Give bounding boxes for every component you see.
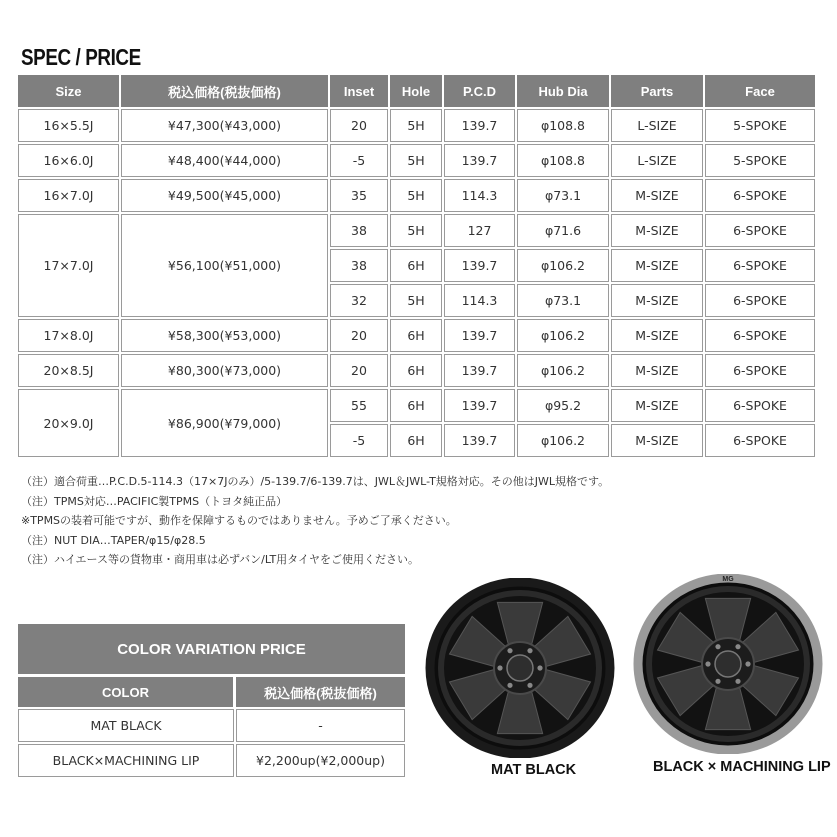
hole-cell: 6H <box>390 389 442 422</box>
hub-dia-cell: φ106.2 <box>517 424 609 457</box>
hole-cell: 6H <box>390 424 442 457</box>
price-cell: ¥86,900(¥79,000) <box>121 389 328 457</box>
parts-cell: L-SIZE <box>611 109 703 142</box>
hub-dia-header: Hub Dia <box>517 75 609 107</box>
hole-cell: 5H <box>390 214 442 247</box>
parts-cell: M-SIZE <box>611 319 703 352</box>
pcd-cell: 114.3 <box>444 179 515 212</box>
face-header: Face <box>705 75 815 107</box>
notes <box>21 472 609 570</box>
note-line: （注）TPMS対応…PACIFIC製TPMS（トヨタ純正品） <box>21 494 288 508</box>
parts-cell: M-SIZE <box>611 354 703 387</box>
parts-cell: M-SIZE <box>611 389 703 422</box>
pcd-cell: 139.7 <box>444 144 515 177</box>
inset-cell: 20 <box>330 319 388 352</box>
hub-dia-cell: φ108.8 <box>517 144 609 177</box>
size-cell: 17×7.0J <box>18 214 119 317</box>
size-cell: 20×8.5J <box>18 354 119 387</box>
wheel-machining-lip-image <box>628 574 828 754</box>
note-line: （注）NUT DIA…TAPER/φ15/φ28.5 <box>21 533 206 547</box>
parts-cell: M-SIZE <box>611 249 703 282</box>
color-price-cell: - <box>236 709 405 742</box>
hole-header: Hole <box>390 75 442 107</box>
hub-dia-cell: φ73.1 <box>517 284 609 317</box>
inset-cell: 20 <box>330 109 388 142</box>
inset-cell: 32 <box>330 284 388 317</box>
price-header: 税込価格(税抜価格) <box>121 75 328 107</box>
hub-dia-cell: φ106.2 <box>517 319 609 352</box>
face-cell: 5-SPOKE <box>705 109 815 142</box>
face-cell: 6-SPOKE <box>705 354 815 387</box>
hole-cell: 5H <box>390 109 442 142</box>
color-price-header: 税込価格(税抜価格) <box>236 677 405 707</box>
pcd-cell: 139.7 <box>444 354 515 387</box>
size-cell: 16×5.5J <box>18 109 119 142</box>
hub-dia-cell: φ108.8 <box>517 109 609 142</box>
pcd-cell: 139.7 <box>444 389 515 422</box>
parts-cell: L-SIZE <box>611 144 703 177</box>
pcd-cell: 139.7 <box>444 424 515 457</box>
price-cell: ¥56,100(¥51,000) <box>121 214 328 317</box>
color-price-cell: ¥2,200up(¥2,000up) <box>236 744 405 777</box>
size-cell: 17×8.0J <box>18 319 119 352</box>
pcd-header: P.C.D <box>444 75 515 107</box>
hole-cell: 6H <box>390 319 442 352</box>
wheel-mat-black-label: MAT BLACK <box>491 762 577 778</box>
hole-cell: 6H <box>390 354 442 387</box>
pcd-cell: 139.7 <box>444 109 515 142</box>
price-cell: ¥47,300(¥43,000) <box>121 109 328 142</box>
note-line: ※TPMSの装着可能ですが、動作を保障するものではありません。予めご了承ください。 <box>21 514 457 527</box>
svg-text:MG: MG <box>722 576 734 583</box>
price-cell: ¥80,300(¥73,000) <box>121 354 328 387</box>
parts-cell: M-SIZE <box>611 179 703 212</box>
wheel-machining-lip-label: BLACK × MACHINING LIP <box>653 759 831 775</box>
parts-cell: M-SIZE <box>611 284 703 317</box>
face-cell: 6-SPOKE <box>705 214 815 247</box>
price-cell: ¥58,300(¥53,000) <box>121 319 328 352</box>
hole-cell: 6H <box>390 249 442 282</box>
size-cell: 16×6.0J <box>18 144 119 177</box>
hub-dia-cell: φ106.2 <box>517 354 609 387</box>
size-header: Size <box>18 75 119 107</box>
inset-cell: 55 <box>330 389 388 422</box>
hole-cell: 5H <box>390 144 442 177</box>
face-cell: 6-SPOKE <box>705 179 815 212</box>
face-cell: 6-SPOKE <box>705 249 815 282</box>
face-cell: 6-SPOKE <box>705 389 815 422</box>
inset-header: Inset <box>330 75 388 107</box>
hole-cell: 5H <box>390 179 442 212</box>
pcd-cell: 139.7 <box>444 319 515 352</box>
face-cell: 6-SPOKE <box>705 424 815 457</box>
face-cell: 6-SPOKE <box>705 319 815 352</box>
wheel-mat-black-image <box>420 578 620 758</box>
size-cell: 16×7.0J <box>18 179 119 212</box>
inset-cell: -5 <box>330 144 388 177</box>
pcd-cell: 139.7 <box>444 249 515 282</box>
hub-dia-cell: φ71.6 <box>517 214 609 247</box>
hub-dia-cell: φ106.2 <box>517 249 609 282</box>
inset-cell: 38 <box>330 249 388 282</box>
note-line: （注）適合荷重…P.C.D.5-114.3（17×7Jのみ）/5-139.7/6-139.7は、JWL＆JWL-T規格対応。その他はJWL規格です。 <box>21 475 610 488</box>
parts-cell: M-SIZE <box>611 424 703 457</box>
hub-dia-cell: φ95.2 <box>517 389 609 422</box>
page-title: SPEC / PRICE <box>21 44 141 70</box>
color-header: COLOR <box>18 677 233 707</box>
color-variation-title: COLOR VARIATION PRICE <box>18 624 405 674</box>
parts-header: Parts <box>611 75 703 107</box>
inset-cell: 20 <box>330 354 388 387</box>
face-cell: 6-SPOKE <box>705 284 815 317</box>
pcd-cell: 127 <box>444 214 515 247</box>
size-cell: 20×9.0J <box>18 389 119 457</box>
inset-cell: 35 <box>330 179 388 212</box>
color-name-cell: MAT BLACK <box>18 709 234 742</box>
price-cell: ¥49,500(¥45,000) <box>121 179 328 212</box>
color-name-cell: BLACK×MACHINING LIP <box>18 744 234 777</box>
note-line: （注）ハイエース等の貨物車・商用車は必ずバン/LT用タイヤをご使用ください。 <box>21 553 419 566</box>
inset-cell: -5 <box>330 424 388 457</box>
parts-cell: M-SIZE <box>611 214 703 247</box>
face-cell: 5-SPOKE <box>705 144 815 177</box>
pcd-cell: 114.3 <box>444 284 515 317</box>
price-cell: ¥48,400(¥44,000) <box>121 144 328 177</box>
hole-cell: 5H <box>390 284 442 317</box>
inset-cell: 38 <box>330 214 388 247</box>
hub-dia-cell: φ73.1 <box>517 179 609 212</box>
